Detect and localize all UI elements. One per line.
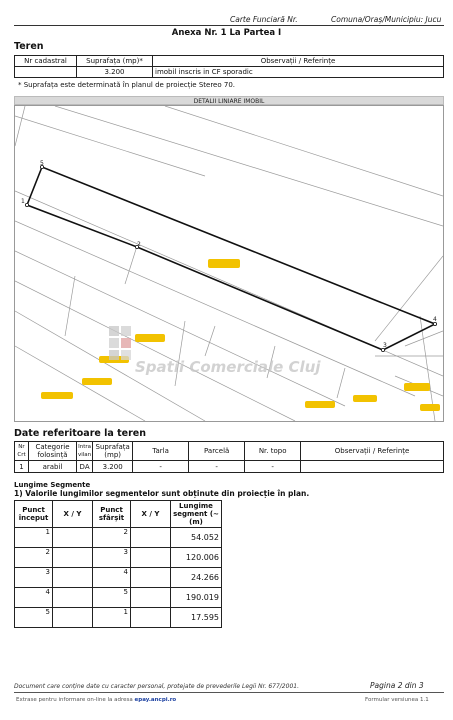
col-parcela: Parcelă xyxy=(189,442,245,461)
cell-punct-sfarsit: 5 xyxy=(93,588,131,608)
cell-suprafata: 3.200 xyxy=(77,67,153,78)
table-row xyxy=(15,528,222,548)
parcel-map-svg xyxy=(15,106,443,421)
highlight-mark xyxy=(404,383,430,391)
table-row xyxy=(15,461,444,473)
highlight-mark xyxy=(353,395,377,402)
cell-xy-end xyxy=(131,588,171,608)
footer-epay-link[interactable]: epay.ancpi.ro xyxy=(134,697,177,703)
header-divider xyxy=(14,25,444,26)
lungime-table-header xyxy=(15,501,222,528)
cell-lungime: 54.052 xyxy=(171,528,222,548)
cell-punct-inceput: 4 xyxy=(15,588,53,608)
cell-tarla: - xyxy=(133,461,189,473)
teren-footnote: * Suprafața este determinată în planul de proiecție Stereo 70. xyxy=(18,81,236,89)
cell-xy-start xyxy=(53,608,93,628)
col-xy-start: X / Y xyxy=(53,501,93,528)
highlight-mark xyxy=(41,392,73,399)
cell-nr-crt: 1 xyxy=(15,461,29,473)
map-title: DETALII LINIARE IMOBIL xyxy=(14,96,444,105)
point-label-2: 2 xyxy=(137,241,141,248)
footer-extras xyxy=(16,697,176,703)
cell-xy-start xyxy=(53,588,93,608)
parcel-polygon xyxy=(27,167,435,350)
footer-divider xyxy=(14,692,444,693)
cell-punct-inceput: 3 xyxy=(15,568,53,588)
lungime-title: Lungime Segmente xyxy=(14,481,91,489)
cell-categorie: arabil xyxy=(29,461,77,473)
col-xy-end: X / Y xyxy=(131,501,171,528)
watermark-text: Spatii Comerciale Cluj xyxy=(135,358,321,376)
point-label-3: 3 xyxy=(383,342,387,349)
cell-observatii: imobil inscris in CF sporadic xyxy=(153,67,444,78)
teren-table-header xyxy=(15,56,444,67)
highlight-mark xyxy=(420,404,440,411)
cell-xy-start xyxy=(53,548,93,568)
col-suprafata-mp: Suprafața (mp) xyxy=(93,442,133,461)
cell-lungime: 120.006 xyxy=(171,548,222,568)
cell-punct-sfarsit: 1 xyxy=(93,608,131,628)
cell-parcela: - xyxy=(189,461,245,473)
header-comuna: Comuna/Oraș/Municipiu: Jucu xyxy=(331,15,442,24)
col-lungime-segment: Lungime segment (~ (m) xyxy=(171,501,222,528)
cell-xy-end xyxy=(131,548,171,568)
referitoare-title: Date referitoare la teren xyxy=(14,428,146,439)
col-punct-inceput: Punct început xyxy=(15,501,53,528)
referitoare-table-header xyxy=(15,442,444,461)
table-row xyxy=(15,568,222,588)
cell-xy-end xyxy=(131,568,171,588)
col-punct-sfarsit: Punct sfârșit xyxy=(93,501,131,528)
header-carte-funciara: Carte Funciară Nr. xyxy=(230,15,298,24)
cell-suprafata-mp: 3.200 xyxy=(93,461,133,473)
cell-lungime: 17.595 xyxy=(171,608,222,628)
cell-punct-inceput: 5 xyxy=(15,608,53,628)
cell-observatii-ref xyxy=(301,461,444,473)
anexa-title: Anexa Nr. 1 La Partea I xyxy=(171,28,282,38)
teren-table xyxy=(14,55,444,78)
cell-intravilan: DA xyxy=(77,461,93,473)
lungime-subtitle: 1) Valorile lungimilor segmentelor sunt obținute din proiecție în plan. xyxy=(14,489,310,498)
cell-punct-sfarsit: 3 xyxy=(93,548,131,568)
table-row xyxy=(15,548,222,568)
cell-nr-cadastral xyxy=(15,67,77,78)
table-row xyxy=(15,588,222,608)
parcel-vertices xyxy=(25,165,436,351)
point-label-5: 5 xyxy=(40,160,44,167)
cell-xy-start xyxy=(53,568,93,588)
cell-xy-end xyxy=(131,608,171,628)
footer-extras-text: Extrase pentru informare on-line la adresa xyxy=(16,697,135,703)
referitoare-table xyxy=(14,441,444,473)
highlight-mark xyxy=(82,378,112,385)
highlight-mark xyxy=(208,259,240,268)
cell-lungime: 190.019 xyxy=(171,588,222,608)
cell-punct-sfarsit: 4 xyxy=(93,568,131,588)
col-nr-cadastral: Nr cadastral xyxy=(15,56,77,67)
vertex-1 xyxy=(25,203,28,206)
cell-punct-inceput: 2 xyxy=(15,548,53,568)
table-row xyxy=(15,67,444,78)
point-label-1: 1 xyxy=(21,198,25,205)
parcel-map xyxy=(14,105,444,422)
point-label-4: 4 xyxy=(433,316,437,323)
col-tarla: Tarla xyxy=(133,442,189,461)
footer-formular-version: Formular versiunea 1.1 xyxy=(365,697,429,703)
col-categorie: Categorie folosință xyxy=(29,442,77,461)
col-intravilan: Intra vilan xyxy=(77,442,93,461)
table-row xyxy=(15,608,222,628)
cell-punct-sfarsit: 2 xyxy=(93,528,131,548)
cell-xy-start xyxy=(53,528,93,548)
watermark-logo-icon xyxy=(109,326,131,360)
col-observatii: Observații / Referințe xyxy=(153,56,444,67)
lungime-table xyxy=(14,500,222,628)
cell-lungime: 24.266 xyxy=(171,568,222,588)
col-nr-crt: Nr Crt xyxy=(15,442,29,461)
teren-title: Teren xyxy=(14,41,44,52)
col-observatii-ref: Observații / Referințe xyxy=(301,442,444,461)
cell-xy-end xyxy=(131,528,171,548)
col-suprafata: Suprafața (mp)* xyxy=(77,56,153,67)
highlight-mark xyxy=(135,334,165,342)
footer-disclaimer: Document care conține date cu caracter personal, protejate de prevederile Legii Nr. 677/2001. xyxy=(14,683,299,690)
highlight-mark xyxy=(305,401,335,408)
cell-punct-inceput: 1 xyxy=(15,528,53,548)
col-nr-topo: Nr. topo xyxy=(245,442,301,461)
cell-nr-topo: - xyxy=(245,461,301,473)
footer-page-number: Pagina 2 din 3 xyxy=(370,681,424,690)
